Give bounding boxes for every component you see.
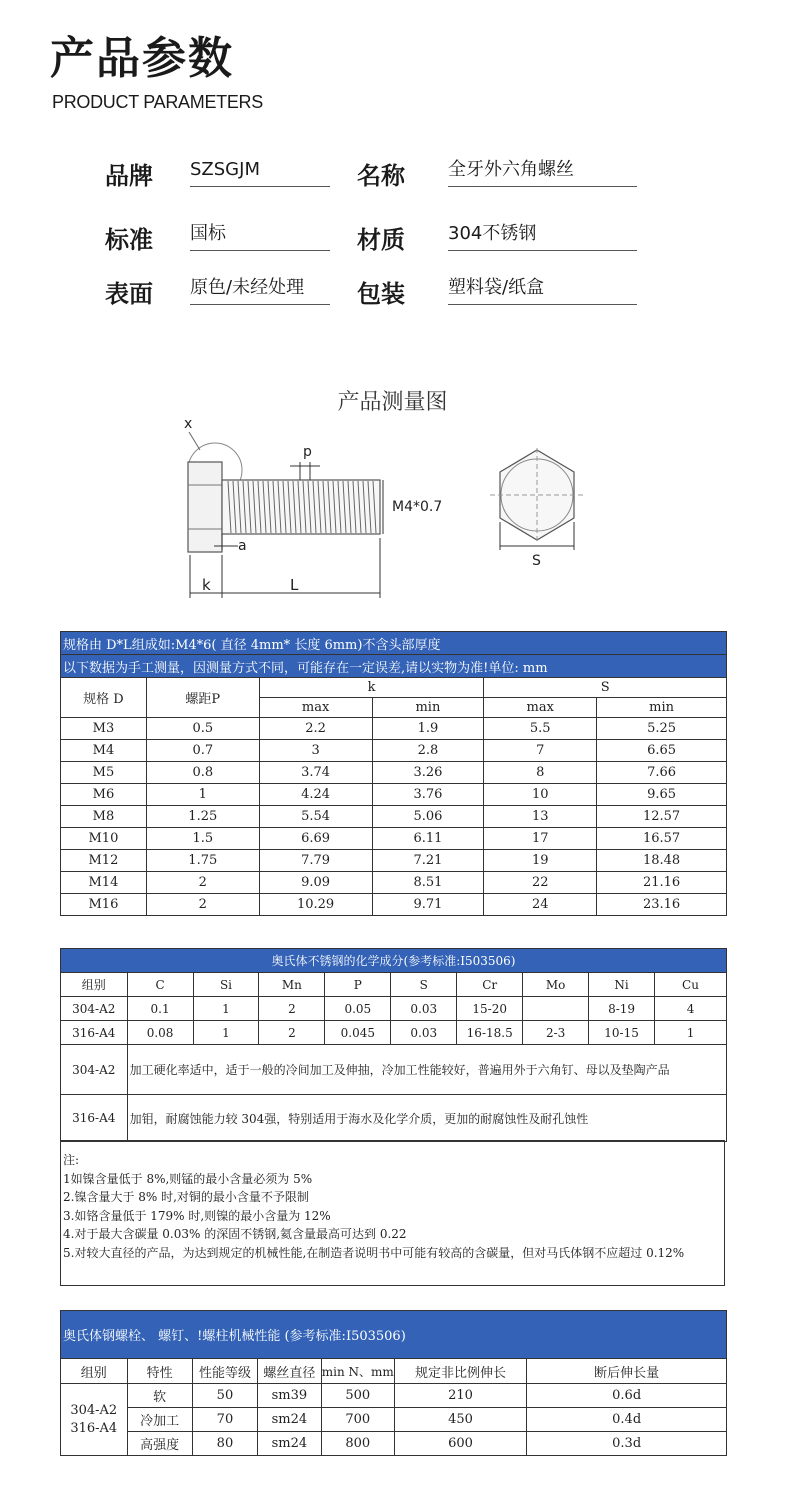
- chem-cell: 0.03: [391, 1021, 457, 1045]
- mech-header-cell: 组别: [61, 1359, 128, 1384]
- chem-header-cell: C: [127, 973, 193, 997]
- spec-cell-smax: 10: [484, 784, 597, 806]
- spec-cell-p: 0.7: [146, 740, 259, 762]
- spec-row: [61, 850, 727, 872]
- mech-cell: sm24: [258, 1432, 322, 1456]
- param-value-standard: 国标: [190, 222, 330, 251]
- spec-cell-smin: 6.65: [597, 740, 727, 762]
- spec-cell-p: 1.25: [146, 806, 259, 828]
- spec-cell-smax: 7: [484, 740, 597, 762]
- spec-cell-kmax: 10.29: [259, 894, 372, 916]
- mech-title: 奥氏体钢螺栓、 螺钉、!螺柱机械性能 (参考标准:I503506): [61, 1311, 727, 1359]
- diagram-title: 产品测量图: [337, 390, 448, 415]
- spec-header-k: k: [259, 678, 484, 698]
- chem-header-cell: 组别: [61, 973, 128, 997]
- label-p: p: [303, 444, 312, 460]
- spec-cell-kmax: 3.74: [259, 762, 372, 784]
- spec-cell-kmax: 9.09: [259, 872, 372, 894]
- param-value-material: 304不锈钢: [448, 222, 637, 251]
- spec-cell-smax: 8: [484, 762, 597, 784]
- spec-header-kmin: min: [372, 698, 484, 718]
- spec-cell-p: 2: [146, 872, 259, 894]
- mech-table: [60, 1310, 727, 1456]
- param-label-name: 名称: [357, 162, 405, 190]
- spec-row: [61, 806, 727, 828]
- mech-group: [61, 1384, 128, 1456]
- param-value-brand: SZSGJM: [190, 158, 330, 187]
- param-value-package: 塑料袋/纸盒: [448, 276, 637, 305]
- note-line: 1如镍含量低于 8%,则锰的最小含量必须为 5%: [63, 1171, 313, 1186]
- chem-desc-grade: 304-A2: [61, 1045, 128, 1095]
- chem-cell: 0.1: [127, 997, 193, 1021]
- spec-cell-p: 1: [146, 784, 259, 806]
- chem-title: 奥氏体不锈钢的化学成分(参考标准:I503506): [61, 949, 727, 973]
- spec-cell-kmin: 9.71: [372, 894, 484, 916]
- mech-header-row: [61, 1359, 727, 1384]
- mech-header-cell: 螺丝直径: [258, 1359, 322, 1384]
- spec-cell-kmax: 3: [259, 740, 372, 762]
- spec-cell-kmin: 2.8: [372, 740, 484, 762]
- spec-cell-kmin: 6.11: [372, 828, 484, 850]
- spec-note-2: 以下数据为手工测量，因测量方式不同，可能存在一定误差,请以实物为准!单位: mm: [61, 655, 727, 678]
- bolt-head: [188, 462, 222, 552]
- mech-cell: 软: [127, 1384, 192, 1408]
- spec-cell-d: M16: [61, 894, 147, 916]
- spec-cell-smax: 13: [484, 806, 597, 828]
- notes-title: 注:: [63, 1153, 80, 1167]
- chem-cell: 1: [193, 997, 259, 1021]
- chem-cell: 1: [193, 1021, 259, 1045]
- mech-cell: 600: [394, 1432, 527, 1456]
- chem-header-cell: P: [325, 973, 391, 997]
- spec-cell-smin: 23.16: [597, 894, 727, 916]
- spec-cell-smin: 18.48: [597, 850, 727, 872]
- spec-cell-smin: 9.65: [597, 784, 727, 806]
- chem-header-cell: Ni: [589, 973, 655, 997]
- spec-cell-p: 1.5: [146, 828, 259, 850]
- param-label-package: 包装: [357, 280, 405, 308]
- mech-cell: sm24: [258, 1408, 322, 1432]
- spec-cell-kmin: 8.51: [372, 872, 484, 894]
- note-line: 2.镍含量大于 8% 时,对铜的最小含量不予限制: [63, 1190, 309, 1204]
- spec-row: [61, 762, 727, 784]
- label-k: k: [202, 576, 211, 594]
- spec-cell-smax: 5.5: [484, 718, 597, 740]
- mech-cell: 0.3d: [527, 1432, 727, 1456]
- spec-cell-p: 0.8: [146, 762, 259, 784]
- mech-cell: 700: [321, 1408, 394, 1432]
- note-line: 3.如铬含量低于 179% 时,则镍的最小含量为 12%: [63, 1208, 331, 1223]
- spec-cell-smax: 17: [484, 828, 597, 850]
- spec-header-pitch: 螺距P: [146, 678, 259, 718]
- param-label-standard: 标准: [105, 226, 153, 254]
- chem-header-cell: Cr: [457, 973, 523, 997]
- chem-cell: 8-19: [589, 997, 655, 1021]
- spec-cell-p: 1.75: [146, 850, 259, 872]
- param-label-material: 材质: [357, 226, 405, 254]
- chem-cell: 16-18.5: [457, 1021, 523, 1045]
- spec-cell-d: M12: [61, 850, 147, 872]
- spec-cell-smin: 5.25: [597, 718, 727, 740]
- label-a: a: [238, 538, 247, 554]
- spec-cell-d: M5: [61, 762, 147, 784]
- spec-cell-kmin: 7.21: [372, 850, 484, 872]
- chem-cell: 0.045: [325, 1021, 391, 1045]
- spec-cell-d: M10: [61, 828, 147, 850]
- spec-cell-smax: 22: [484, 872, 597, 894]
- mech-cell: 210: [394, 1384, 527, 1408]
- mech-cell: 50: [192, 1384, 257, 1408]
- chem-cell: 0.08: [127, 1021, 193, 1045]
- mech-header-cell: min N、mm: [321, 1359, 394, 1384]
- spec-cell-kmin: 3.26: [372, 762, 484, 784]
- chem-row: [61, 997, 727, 1021]
- chem-cell: 316-A4: [61, 1021, 128, 1045]
- mech-cell: 高强度: [127, 1432, 192, 1456]
- chem-desc-grade: 316-A4: [61, 1095, 128, 1142]
- chem-cell: 2: [259, 1021, 325, 1045]
- spec-cell-smin: 21.16: [597, 872, 727, 894]
- spec-cell-smin: 7.66: [597, 762, 727, 784]
- chem-table: [60, 948, 727, 1142]
- bolt-diagram: [0, 410, 790, 610]
- spec-row: [61, 894, 727, 916]
- param-value-name: 全牙外六角螺丝: [448, 158, 637, 187]
- chem-cell: 0.05: [325, 997, 391, 1021]
- spec-cell-smax: 24: [484, 894, 597, 916]
- label-x: x: [184, 416, 193, 432]
- chem-header-cell: Mn: [259, 973, 325, 997]
- spec-cell-kmax: 2.2: [259, 718, 372, 740]
- spec-header-kmax: max: [259, 698, 372, 718]
- spec-cell-p: 2: [146, 894, 259, 916]
- param-value-surface: 原色/未经处理: [190, 276, 330, 305]
- chem-cell: 2-3: [523, 1021, 589, 1045]
- chem-cell: 1: [655, 1021, 727, 1045]
- chem-row: [61, 1021, 727, 1045]
- spec-header-d: 规格 D: [61, 678, 147, 718]
- chem-header-cell: Cu: [655, 973, 727, 997]
- notes-box: [60, 1140, 725, 1286]
- mech-header-cell: 规定非比例伸长: [394, 1359, 527, 1384]
- spec-note-1: 规格由 D*L组成如:M4*6( 直径 4mm* 长度 6mm)不含头部厚度: [61, 632, 727, 655]
- spec-cell-d: M8: [61, 806, 147, 828]
- chem-desc-text: 加工硬化率适中，适于一般的冷间加工及伸抽，冷加工性能较好，普遍用外于六角钉、母以及垫陶产品: [127, 1045, 726, 1095]
- mech-cell: 450: [394, 1408, 527, 1432]
- mech-cell: 80: [192, 1432, 257, 1456]
- chem-header-cell: Mo: [523, 973, 589, 997]
- spec-row: [61, 828, 727, 850]
- mech-header-cell: 断后伸长量: [527, 1359, 727, 1384]
- spec-cell-kmax: 7.79: [259, 850, 372, 872]
- chem-cell: 10-15: [589, 1021, 655, 1045]
- spec-row: [61, 718, 727, 740]
- note-line: 5.对较大直径的产品，为达到规定的机械性能,在制造者说明书中可能有较高的含碳量，但对马氏体钢不应超过 0.12%: [63, 1245, 685, 1260]
- label-L: L: [290, 576, 299, 594]
- spec-cell-d: M6: [61, 784, 147, 806]
- chem-cell: [523, 997, 589, 1021]
- spec-cell-kmax: 6.69: [259, 828, 372, 850]
- spec-table: [60, 631, 727, 916]
- label-S: S: [532, 553, 541, 569]
- mech-group-label: 304-A2 316-A4: [70, 1402, 118, 1436]
- spec-header-smin: min: [597, 698, 727, 718]
- spec-cell-kmin: 3.76: [372, 784, 484, 806]
- spec-cell-kmin: 1.9: [372, 718, 484, 740]
- spec-cell-p: 0.5: [146, 718, 259, 740]
- spec-cell-kmax: 5.54: [259, 806, 372, 828]
- spec-cell-kmax: 4.24: [259, 784, 372, 806]
- chem-header-row: [61, 973, 727, 997]
- chem-desc-text: 加钼，耐腐蚀能力较 304强，特别适用于海水及化学介质，更加的耐腐蚀性及耐孔蚀性: [127, 1095, 726, 1142]
- mech-cell: 0.6d: [527, 1384, 727, 1408]
- chem-header-cell: Si: [193, 973, 259, 997]
- mech-cell: 冷加工: [127, 1408, 192, 1432]
- mech-cell: 0.4d: [527, 1408, 727, 1432]
- spec-cell-d: M14: [61, 872, 147, 894]
- label-spec: M4*0.7: [392, 499, 443, 515]
- spec-header-s: S: [484, 678, 727, 698]
- chem-cell: 0.03: [391, 997, 457, 1021]
- chem-cell: 15-20: [457, 997, 523, 1021]
- spec-cell-kmin: 5.06: [372, 806, 484, 828]
- chem-cell: 4: [655, 997, 727, 1021]
- page-title: 产品参数: [50, 33, 234, 84]
- spec-cell-smin: 12.57: [597, 806, 727, 828]
- chem-cell: 304-A2: [61, 997, 128, 1021]
- mech-cell: sm39: [258, 1384, 322, 1408]
- spec-row: [61, 740, 727, 762]
- param-label-brand: 品牌: [105, 162, 153, 190]
- chem-cell: 2: [259, 997, 325, 1021]
- spec-cell-smax: 19: [484, 850, 597, 872]
- param-label-surface: 表面: [105, 280, 153, 308]
- chem-header-cell: S: [391, 973, 457, 997]
- spec-row: [61, 784, 727, 806]
- mech-header-cell: 特性: [127, 1359, 192, 1384]
- page-subtitle: PRODUCT PARAMETERS: [52, 92, 263, 112]
- spec-header-smax: max: [484, 698, 597, 718]
- mech-header-cell: 性能等级: [192, 1359, 257, 1384]
- mech-cell: 70: [192, 1408, 257, 1432]
- note-line: 4.对于最大含碳量 0.03% 的深固不锈钢,氦含量最高可达到 0.22: [63, 1227, 407, 1241]
- mech-cell: 500: [321, 1384, 394, 1408]
- spec-row: [61, 872, 727, 894]
- mech-cell: 800: [321, 1432, 394, 1456]
- spec-cell-d: M4: [61, 740, 147, 762]
- spec-cell-d: M3: [61, 718, 147, 740]
- spec-cell-smin: 16.57: [597, 828, 727, 850]
